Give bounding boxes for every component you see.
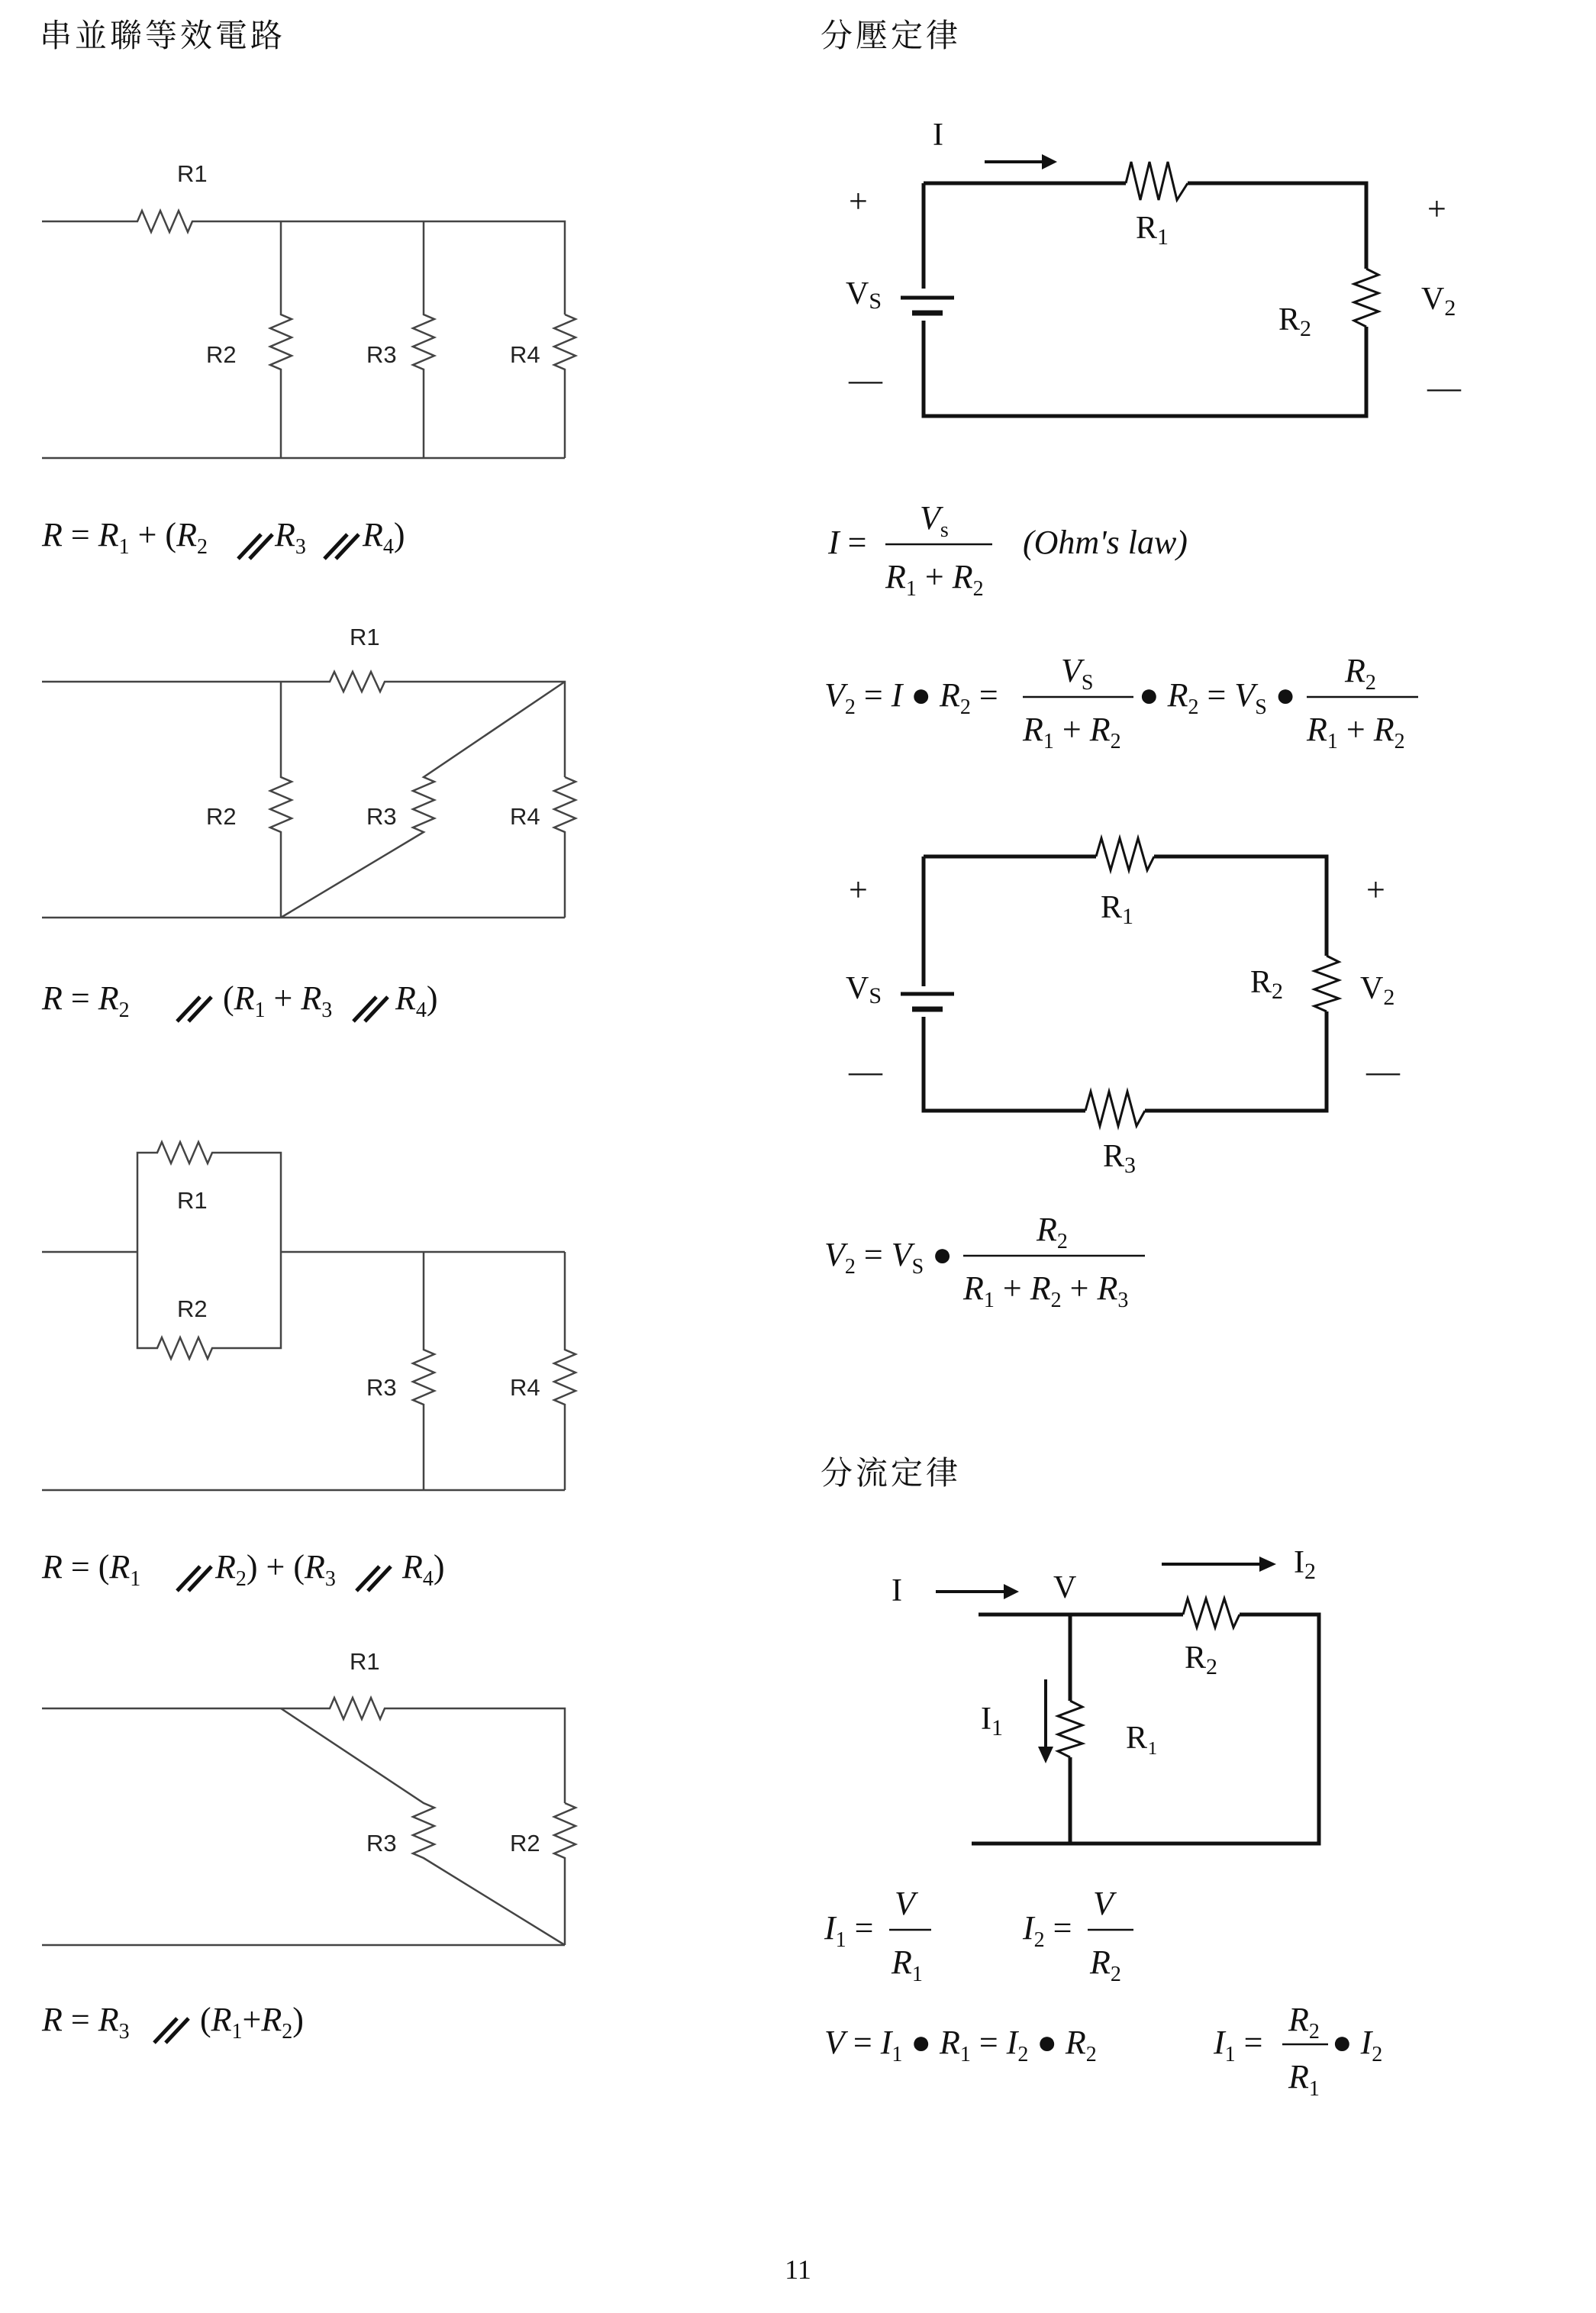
voltage-divider-heading: 分壓定律 <box>821 17 962 54</box>
svg-text:(R1 + R3: ($R_1 + R_3$ <box>223 979 333 1022</box>
c3-label-r2: R2 <box>177 1295 208 1322</box>
d2-minus-right: — <box>1366 1053 1400 1090</box>
ohm-law-formula <box>827 499 1188 601</box>
d1-v2-label: V2 <box>1421 282 1456 321</box>
cd-i2-label: I2 <box>1294 1545 1316 1584</box>
c1-label-r4: R4 <box>510 341 540 368</box>
svg-text:R1 + R2 + R3: $R_1 + R_2 + R_3$ <box>963 1269 1129 1312</box>
cd-r1-label: R₁ <box>1126 1721 1159 1756</box>
svg-text:I1 =: $I_1$ = <box>1214 2024 1263 2066</box>
c1-label-r2: R2 <box>206 341 237 368</box>
formula-3 <box>41 1548 445 1591</box>
d2-v2-label: V2 <box>1360 971 1395 1010</box>
svg-text:R4): $R_4$) <box>395 979 438 1022</box>
formula-1 <box>41 516 405 559</box>
page-number: 11 <box>785 2254 811 2285</box>
d2-r1-label: R1 <box>1101 890 1134 929</box>
circuit-2 <box>42 672 576 918</box>
d1-r2-label: R2 <box>1278 302 1312 341</box>
d2-plus-right: + <box>1366 871 1385 908</box>
c4-label-r1: R1 <box>350 1648 380 1675</box>
c4-label-r3: R3 <box>366 1830 397 1857</box>
c4-label-r2: R2 <box>510 1830 540 1857</box>
ohm-law-label: (Ohm's law) <box>1023 524 1188 561</box>
d2-vs-label: VS <box>846 971 882 1008</box>
svg-text:V: V <box>1093 1885 1114 1922</box>
svg-text:● R2 = VS ●: ● $R_2 = V_S$ ● <box>1139 676 1296 719</box>
c2-label-r3: R3 <box>366 803 397 830</box>
formula-4 <box>41 2001 304 2044</box>
svg-text:R = R3: $R = R_3$ <box>42 2001 130 2044</box>
svg-text:VS: $V_S$ <box>1061 652 1094 695</box>
svg-text:R = R1 + (R2: $R = R_1 + (R_2$ <box>42 516 208 559</box>
d2-plus-left: + <box>849 871 868 908</box>
d1-current-label: I <box>933 118 943 153</box>
c2-label-r4: R4 <box>510 803 540 830</box>
cd-v-label: V <box>1053 1570 1077 1605</box>
c1-label-r1: R1 <box>177 160 208 187</box>
svg-text:R4): $R_4$) <box>363 516 405 559</box>
current-i1-arrow-icon <box>1038 1747 1053 1763</box>
svg-text:R2: $R_2$ <box>1288 2001 1320 2044</box>
c2-label-r1: R1 <box>350 624 380 650</box>
branch-current-formulas <box>824 1885 1133 1986</box>
current-i-arrow-icon <box>1004 1584 1019 1599</box>
d2-r2-label: R2 <box>1250 965 1284 1004</box>
svg-text:R2: $R_2$ <box>1345 652 1376 695</box>
c3-label-r1: R1 <box>177 1187 208 1214</box>
svg-text:R2: $R_2$ <box>1090 1944 1121 1986</box>
svg-text:● I2: ● $I_2$ <box>1332 2024 1383 2066</box>
circuit-1 <box>42 211 576 458</box>
cd-i1-label: I1 <box>981 1702 1003 1740</box>
current-i2-arrow-icon <box>1259 1557 1276 1572</box>
d1-r1-label: R1 <box>1136 211 1169 250</box>
svg-text:Vs: $V_s$ <box>920 499 949 542</box>
d1-vs-label: VS <box>846 276 882 314</box>
svg-text:V2 = VS ●: $V_2 = V_S$ ● <box>824 1236 953 1279</box>
svg-text:V2 = I ● R2 =: $V_2 = I$ ● $R_2$ = <box>824 676 998 719</box>
current-divider-heading: 分流定律 <box>821 1454 962 1492</box>
d1-plus-left: + <box>849 182 868 220</box>
series-parallel-heading: 串並聯等效電路 <box>40 17 286 54</box>
svg-text:R3: $R_3$ <box>275 516 306 559</box>
circuit-3 <box>42 1142 576 1490</box>
svg-text:R1 + R2: $R_1 + R_2$ <box>1307 711 1405 753</box>
v2-formula <box>824 652 1418 753</box>
c2-label-r2: R2 <box>206 803 237 830</box>
circuit-4 <box>42 1698 576 1945</box>
c1-label-r3: R3 <box>366 341 397 368</box>
current-divider-circuit <box>936 1564 1319 1844</box>
d1-plus-right: + <box>1427 190 1446 227</box>
svg-text:I1 =: $I_1$ = <box>824 1909 874 1952</box>
svg-text:I2 =: $I_2$ = <box>1023 1909 1072 1952</box>
svg-text:V: V <box>895 1885 915 1922</box>
formula-2 <box>41 979 438 1022</box>
svg-text:R1: $R_1$ <box>892 1944 923 1986</box>
cd-i-label: I <box>892 1573 902 1608</box>
d2-r3-label: R3 <box>1103 1139 1137 1178</box>
d1-minus-left: — <box>849 361 882 398</box>
svg-text:R2: $R_2$ <box>1037 1211 1068 1253</box>
svg-text:R1 + R2: $R_1 + R_2$ <box>885 558 984 601</box>
c3-label-r3: R3 <box>366 1374 397 1401</box>
v2-three-resistor-formula <box>824 1211 1145 1312</box>
c3-label-r4: R4 <box>510 1374 540 1401</box>
svg-text:R4): $R_4$) <box>402 1548 445 1591</box>
d1-minus-right: — <box>1427 369 1461 406</box>
d2-minus-left: — <box>849 1053 882 1090</box>
svg-text:R1: $R_1$ <box>1288 2058 1320 2101</box>
svg-text:(R1+R2): $(R_1+R_2)$ <box>200 2001 304 2044</box>
current-divider-relations <box>824 2001 1382 2101</box>
svg-text:V = I1 ● R1 = I2 ● R2: $V = I_1$ ● $R_1 = I_2$ ● $R_2$ <box>824 2024 1097 2066</box>
svg-text:R2) + (R3: $R_2) + (R_3$ <box>215 1548 336 1591</box>
svg-text:R1 + R2: $R_1 + R_2$ <box>1023 711 1121 753</box>
svg-text:R = R2: $R = R_2$ <box>42 979 130 1022</box>
svg-text:R = (R1: $R = (R_1$ <box>42 1548 141 1591</box>
svg-text:I =: I = <box>828 524 867 561</box>
divider-circuit-1 <box>901 154 1378 416</box>
cd-r2-label: R2 <box>1185 1640 1218 1679</box>
